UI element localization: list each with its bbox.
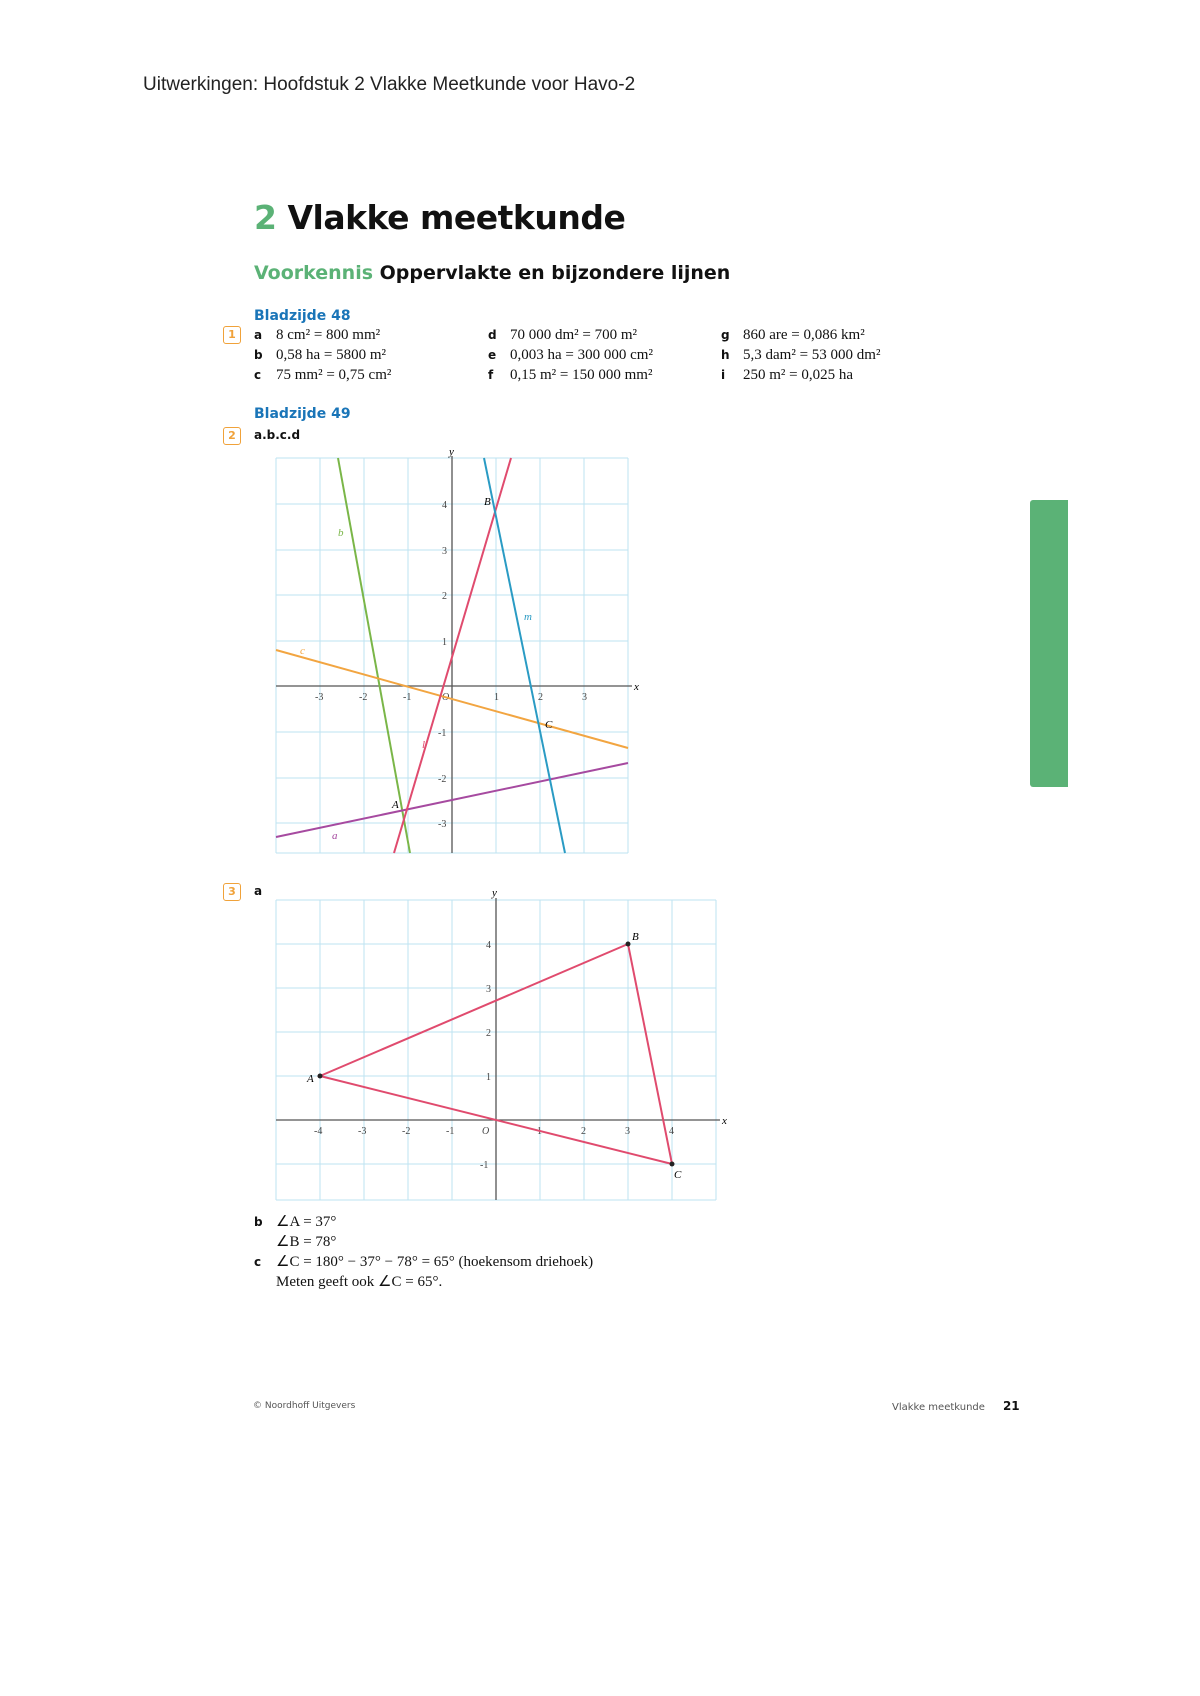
answer-text: 860 are = 0,086 km² [743,327,865,343]
chapter-side-tab [1030,500,1068,787]
chapter-number: 2 [254,198,277,237]
answer-1f [488,365,652,385]
y-tick: 4 [486,940,491,951]
y-tick: 3 [442,546,447,557]
answer-letter: i [721,368,726,382]
answer-text: ∠B = 78° [276,1234,337,1250]
x-tick: 1 [494,692,499,703]
x-tick: -1 [446,1126,455,1137]
answer-1i [721,365,853,385]
point-C [670,1162,675,1167]
exercise-3b-line-2 [276,1232,336,1252]
answer-letter: h [721,348,730,362]
answer-letter: e [488,348,497,362]
x-tick-labels [315,692,587,703]
x-tick: 4 [669,1126,674,1137]
x-tick: -3 [358,1126,367,1137]
x-tick: 3 [625,1126,630,1137]
y-tick: -2 [438,774,447,785]
line-label-l: l [422,739,426,751]
footer-copyright: © Noordhoff Uitgevers [253,1401,356,1411]
point-B [626,942,631,947]
footer-chapter: Vlakke meetkunde [892,1402,985,1413]
point-label-B: B [484,496,491,508]
footer-right [892,1399,1020,1413]
answer-text: ∠A = 37° [276,1214,337,1230]
line-label-c: c [300,645,305,657]
exercise-2-badge: 2 [223,427,241,445]
exercise-1-badge: 1 [223,326,241,344]
answer-text: ∠C = 180° − 37° − 78° = 65° (hoekensom driehoek) [276,1254,594,1270]
answer-letter: b [254,1215,263,1229]
x-tick: 1 [537,1126,542,1137]
answer-text: 5,3 dam² = 53 000 dm² [743,347,881,363]
x-tick: -3 [315,692,324,703]
origin-label: O [482,1126,490,1137]
line-b [338,458,410,853]
x-tick-labels [314,1126,674,1137]
answer-letter: f [488,368,494,382]
answer-1d [488,325,637,345]
section-name: Oppervlakte en bijzondere lijnen [379,262,731,284]
answer-letter: b [254,348,263,362]
exercise-3c-line-2 [276,1272,442,1292]
y-tick: -3 [438,819,447,830]
point-label-C: C [674,1169,682,1181]
y-tick: 2 [486,1028,491,1039]
answer-1c [254,365,391,385]
point-label-A: A [307,1073,314,1085]
x-tick: 3 [582,692,587,703]
x-tick: -1 [403,692,412,703]
answer-letter: d [488,328,497,342]
answer-text: 0,003 ha = 300 000 cm² [510,347,653,363]
answer-letter: c [254,1255,262,1269]
document-header: Uitwerkingen: Hoofdstuk 2 Vlakke Meetkunde voor Havo-2 [143,74,636,95]
exercise-2-label: a.b.c.d [254,428,301,442]
line-label-m: m [524,611,532,623]
y-tick: 4 [442,500,447,511]
y-axis-label: y [449,448,454,458]
y-tick: -1 [438,728,447,739]
exercise-3b-line-1 [254,1212,336,1232]
page-ref-48: Bladzijde 48 [254,308,351,324]
line-label-b: b [338,527,344,539]
answer-text: 0,15 m² = 150 000 mm² [510,367,653,383]
point-A [318,1074,323,1079]
x-axis-label: x [722,1115,727,1127]
y-tick: 1 [486,1072,491,1083]
answer-1b [254,345,386,365]
point-label-A: A [392,799,399,811]
answer-text: Meten geeft ook ∠C = 65°. [276,1274,443,1290]
y-tick: 3 [486,984,491,995]
x-tick: 2 [538,692,543,703]
exercise-2-graph [262,448,642,858]
chapter-name: Vlakke meetkunde [287,198,626,237]
exercise-3-graph [262,880,732,1205]
axes [276,898,720,1200]
y-axis-label: y [492,887,497,899]
answer-text: 75 mm² = 0,75 cm² [276,367,392,383]
answer-text: 0,58 ha = 5800 m² [276,347,387,363]
y-tick: -1 [480,1160,489,1171]
x-tick: 2 [581,1126,586,1137]
page-ref-49: Bladzijde 49 [254,406,351,422]
answer-1a [254,325,380,345]
x-axis-label: x [634,681,639,693]
x-tick: -2 [359,692,368,703]
y-tick: 2 [442,591,447,602]
answer-letter: c [254,368,262,382]
section-keyword: Voorkennis [254,262,374,284]
point-label-B: B [632,931,639,943]
answer-letter: g [721,328,730,342]
answer-text: 8 cm² = 800 mm² [276,327,381,343]
y-tick: 1 [442,637,447,648]
exercise-3-badge: 3 [223,883,241,901]
exercise-3-label-a: a [254,884,263,898]
section-title [254,262,730,284]
line-label-a: a [332,830,338,842]
axes [276,456,632,853]
exercise-3c-line-1 [254,1252,593,1272]
chapter-title [254,198,625,237]
point-label-C: C [545,719,553,731]
x-tick: -2 [402,1126,411,1137]
answer-letter: a [254,328,263,342]
answer-1g [721,325,865,345]
x-tick: -4 [314,1126,323,1137]
answer-text: 250 m² = 0,025 ha [743,367,854,383]
answer-1e [488,345,653,365]
answer-1h [721,345,880,365]
page-number: 21 [1002,1399,1020,1413]
answer-text: 70 000 dm² = 700 m² [510,327,638,343]
